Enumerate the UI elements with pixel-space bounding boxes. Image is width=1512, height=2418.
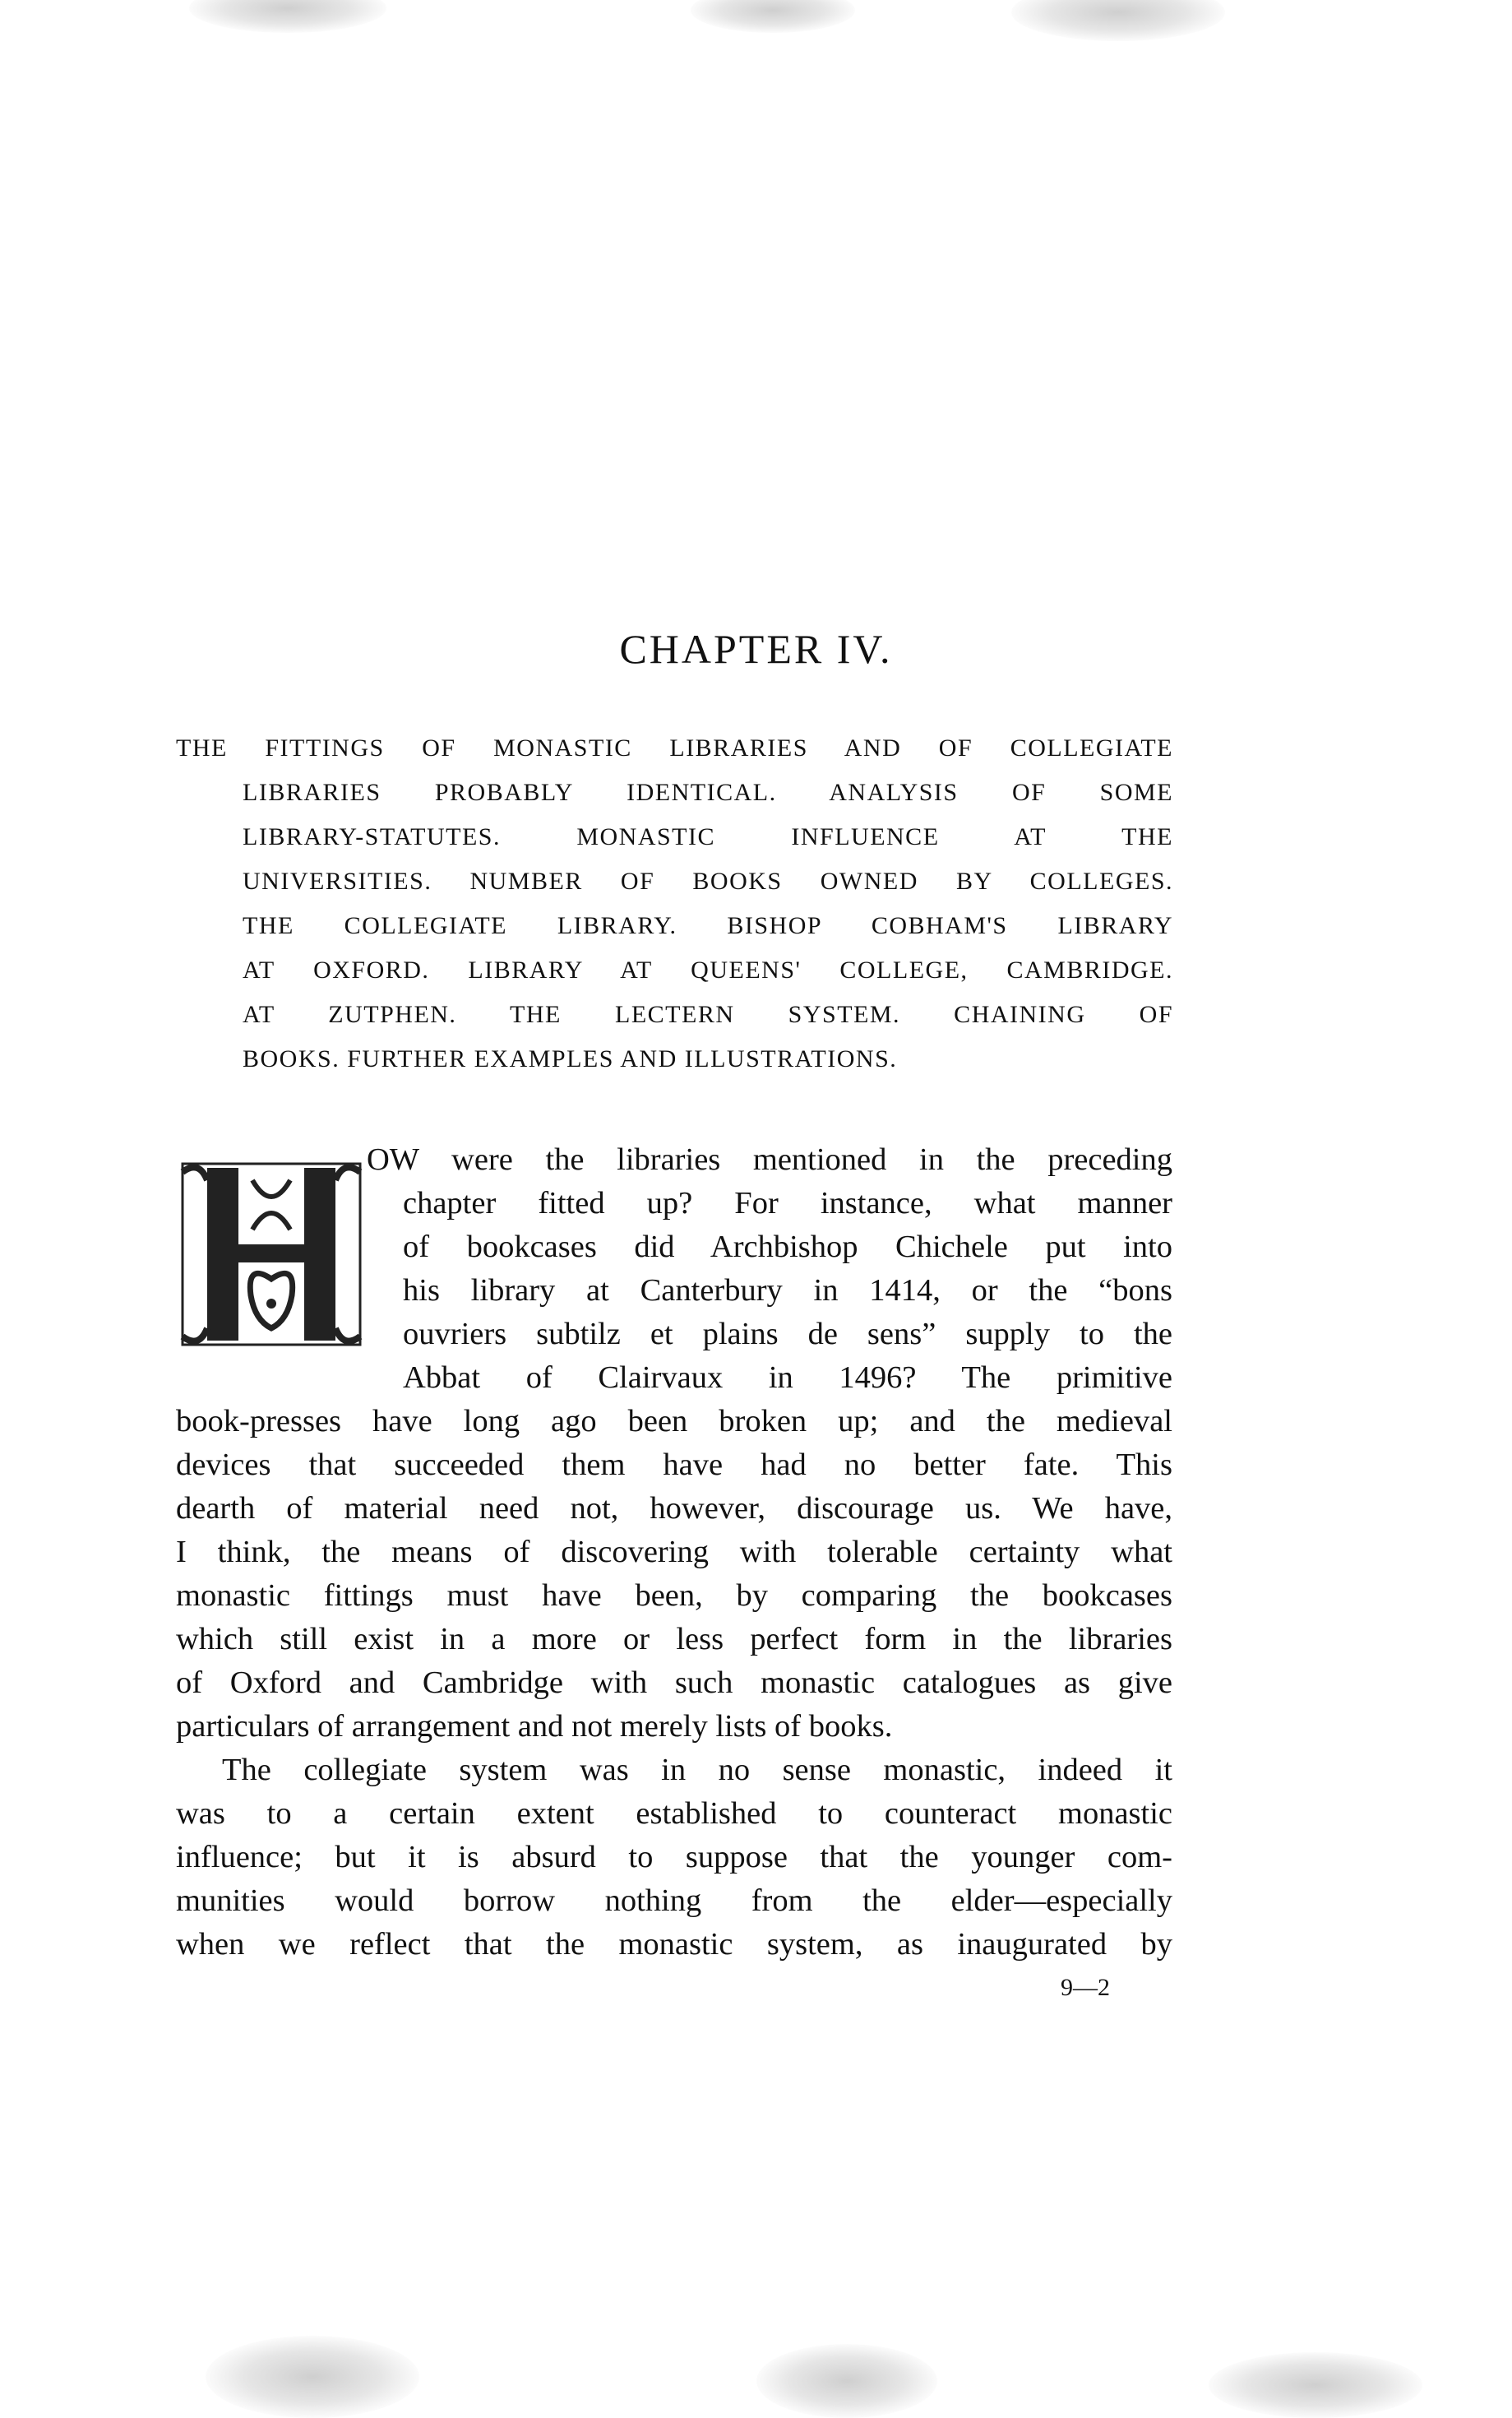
summary-line: AT OXFORD. LIBRARY AT QUEENS' COLLEGE, CAMBRIDGE. xyxy=(243,957,1173,984)
scan-smudge xyxy=(189,0,386,33)
body-line: devices that succeeded them have had no better fate. This xyxy=(176,1448,1172,1482)
body-line: munities would borrow nothing from the elder—especially xyxy=(176,1883,1172,1918)
body-line: The collegiate system was in no sense monastic, indeed it xyxy=(222,1753,1172,1787)
body-line: of Oxford and Cambridge with such monastic catalogues as give xyxy=(176,1665,1172,1700)
chapter-title: CHAPTER IV. xyxy=(619,626,893,672)
body-line: dearth of material need not, however, discourage us. We have, xyxy=(176,1491,1172,1526)
summary-line: UNIVERSITIES. NUMBER OF BOOKS OWNED BY COLLEGES. xyxy=(243,868,1173,895)
body-line: book-presses have long ago been broken up; and the medieval xyxy=(176,1404,1172,1438)
body-line: OW were the libraries mentioned in the preceding xyxy=(367,1142,1172,1177)
body-line: of bookcases did Archbishop Chichele put into xyxy=(403,1230,1172,1264)
body-line: ouvriers subtilz et plains de sens” supply to the xyxy=(403,1317,1172,1351)
ornamental-drop-cap-h xyxy=(174,1156,368,1353)
body-line: was to a certain extent established to counteract monastic xyxy=(176,1796,1172,1831)
body-line: I think, the means of discovering with tolerable certainty what xyxy=(176,1535,1172,1569)
body-line: his library at Canterbury in 1414, or the “bons xyxy=(403,1273,1172,1308)
body-line: Abbat of Clairvaux in 1496? The primitive xyxy=(403,1360,1172,1395)
scan-smudge xyxy=(691,0,855,33)
scan-smudge xyxy=(756,2344,937,2418)
body-line: particulars of arrangement and not merely lists of books. xyxy=(176,1709,893,1744)
summary-line: AT ZUTPHEN. THE LECTERN SYSTEM. CHAINING OF xyxy=(243,1001,1173,1028)
scan-smudge xyxy=(1209,2352,1422,2418)
summary-line: BOOKS. FURTHER EXAMPLES AND ILLUSTRATIONS. xyxy=(243,1045,898,1072)
signature-mark: 9—2 xyxy=(1061,1974,1110,2001)
summary-line: LIBRARY-STATUTES. MONASTIC INFLUENCE AT THE xyxy=(243,823,1173,850)
body-line: influence; but it is absurd to suppose that the younger com- xyxy=(176,1840,1172,1874)
body-line: when we reflect that the monastic system, as inaugurated by xyxy=(176,1927,1172,1962)
body-line: chapter fitted up? For instance, what manner xyxy=(403,1186,1172,1221)
body-line: monastic fittings must have been, by comparing the bookcases xyxy=(176,1578,1172,1613)
summary-line: THE FITTINGS OF MONASTIC LIBRARIES AND OF COLLEGIATE xyxy=(176,734,1173,762)
scan-smudge xyxy=(1011,0,1225,41)
scan-smudge xyxy=(206,2336,419,2418)
summary-line: THE COLLEGIATE LIBRARY. BISHOP COBHAM'S LIBRARY xyxy=(243,912,1173,939)
summary-line: LIBRARIES PROBABLY IDENTICAL. ANALYSIS OF SOME xyxy=(243,779,1173,806)
body-line: which still exist in a more or less perfect form in the libraries xyxy=(176,1622,1172,1656)
